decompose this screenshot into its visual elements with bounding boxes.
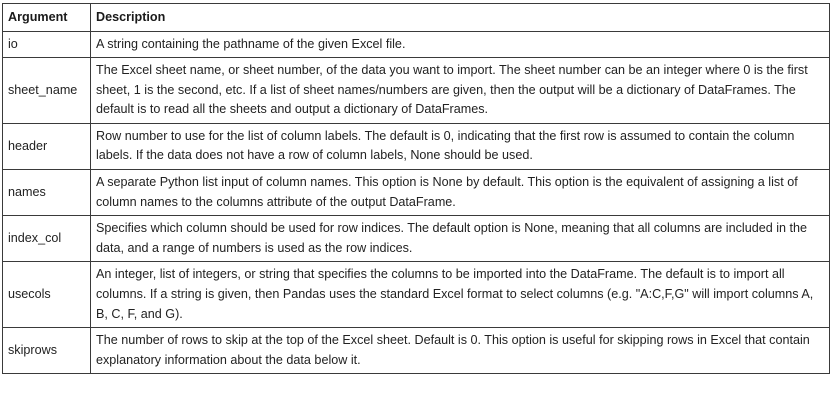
description-cell: The Excel sheet name, or sheet number, of the data you want to import. The sheet number can be an integer where 0 is the first sheet, 1 is the second, etc. If a list of sheet names/numbers are given, then the output will be a dictionary of DataFrames. The default is to read all the sheets and output a dictionary of DataFrames.: [91, 58, 830, 124]
description-cell: The number of rows to skip at the top of the Excel sheet. Default is 0. This option is useful for skipping rows in Excel that contain explanatory information about the data below it.: [91, 328, 830, 374]
description-cell: Row number to use for the list of column labels. The default is 0, indicating that the first row is assumed to contain the column labels. If the data does not have a row of column labels, None should be used.: [91, 123, 830, 169]
argument-cell: names: [3, 169, 91, 215]
arguments-table: [2, 3, 830, 374]
table-row: [3, 123, 830, 169]
arguments-table-container: [2, 3, 829, 374]
table-row: [3, 262, 830, 328]
table-row: [3, 216, 830, 262]
description-cell: A separate Python list input of column names. This option is None by default. This option is the equivalent of assigning a list of column names to the columns attribute of the output DataFrame.: [91, 169, 830, 215]
table-header-row: [3, 4, 830, 32]
table-row: [3, 169, 830, 215]
header-description: Description: [91, 4, 830, 32]
description-cell: An integer, list of integers, or string that specifies the columns to be imported into the DataFrame. The default is to import all columns. If a string is given, then Pandas uses the standard Excel format to select columns (e.g. "A:C,F,G" will import columns A, B, C, F, and G).: [91, 262, 830, 328]
table-row: [3, 32, 830, 58]
header-argument: Argument: [3, 4, 91, 32]
argument-cell: skiprows: [3, 328, 91, 374]
description-cell: Specifies which column should be used for row indices. The default option is None, meaning that all columns are included in the data, and a range of numbers is used as the row indices.: [91, 216, 830, 262]
table-row: [3, 58, 830, 124]
argument-cell: index_col: [3, 216, 91, 262]
argument-cell: io: [3, 32, 91, 58]
argument-cell: usecols: [3, 262, 91, 328]
description-cell: A string containing the pathname of the given Excel file.: [91, 32, 830, 58]
argument-cell: sheet_name: [3, 58, 91, 124]
argument-cell: header: [3, 123, 91, 169]
table-row: [3, 328, 830, 374]
